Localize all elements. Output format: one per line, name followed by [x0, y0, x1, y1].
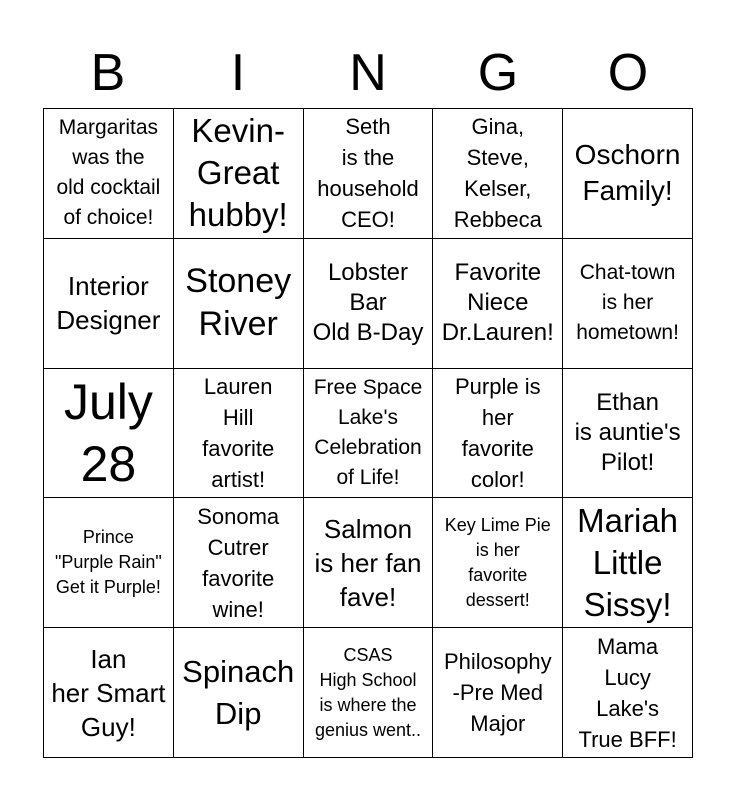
cell-text: July 28 — [63, 373, 153, 492]
bingo-cell[interactable] — [563, 109, 693, 239]
free-space-cell[interactable] — [304, 369, 434, 499]
bingo-cell[interactable] — [304, 109, 434, 239]
cell-text: Kevin- Great hubby! — [188, 112, 288, 234]
bingo-cell[interactable] — [433, 109, 563, 239]
header-letter-i: I — [230, 44, 246, 102]
bingo-cell[interactable] — [174, 239, 304, 369]
cell-text: Chat-town is her hometown! — [576, 261, 679, 345]
cell-text: Seth is the household CEO! — [317, 114, 419, 233]
bingo-cell[interactable] — [304, 239, 434, 369]
bingo-cell[interactable] — [174, 369, 304, 499]
cell-text: Mariah Little Sissy! — [577, 501, 679, 623]
bingo-grid — [43, 108, 693, 758]
header-letter-n: N — [349, 44, 387, 102]
header-letter-b: B — [90, 44, 126, 102]
header-letter-g: G — [477, 44, 519, 102]
cell-text: Ethan is auntie's Pilot! — [574, 388, 681, 476]
cell-text: Margaritas was the old cocktail of choice! — [56, 116, 161, 230]
bingo-cell[interactable] — [563, 498, 693, 628]
bingo-cell[interactable] — [44, 628, 174, 758]
bingo-cell[interactable] — [44, 498, 174, 628]
bingo-cell[interactable] — [304, 628, 434, 758]
bingo-cell[interactable] — [433, 369, 563, 499]
bingo-cell[interactable] — [433, 628, 563, 758]
cell-text: Lobster Bar Old B-Day — [312, 259, 424, 347]
cell-text: Mama Lucy Lake's True BFF! — [578, 633, 677, 752]
cell-text: Interior Designer — [56, 271, 161, 336]
cell-text: Sonoma Cutrer favorite wine! — [197, 503, 280, 622]
cell-text: Stoney River — [185, 262, 292, 344]
cell-text: Philosophy -Pre Med Major — [443, 649, 552, 737]
cell-text: Key Lime Pie is her favorite dessert! — [444, 514, 551, 610]
bingo-cell[interactable] — [44, 369, 174, 499]
cell-text: Lauren Hill favorite artist! — [202, 373, 275, 492]
bingo-cell[interactable] — [44, 109, 174, 239]
bingo-header — [43, 38, 693, 108]
bingo-cell[interactable] — [433, 498, 563, 628]
bingo-cell[interactable] — [563, 239, 693, 369]
cell-text: Gina, Steve, Kelser, Rebbeca — [453, 114, 542, 233]
bingo-cell[interactable] — [563, 628, 693, 758]
bingo-cell[interactable] — [174, 109, 304, 239]
cell-text: Oschorn Family! — [574, 139, 681, 207]
cell-text: Salmon is her fan fave! — [314, 513, 422, 612]
bingo-cell[interactable] — [174, 628, 304, 758]
bingo-cell[interactable] — [44, 239, 174, 369]
bingo-cell[interactable] — [563, 369, 693, 499]
cell-text: CSAS High School is where the genius went.. — [314, 644, 422, 740]
cell-text: Purple is her favorite color! — [454, 373, 541, 492]
cell-text: Ian her Smart Guy! — [51, 643, 166, 742]
cell-text: Prince "Purple Rain" Get it Purple! — [54, 527, 162, 598]
cell-text: Spinach Dip — [182, 653, 295, 731]
bingo-cell[interactable] — [304, 498, 434, 628]
cell-text: Free Space Lake's Celebration of Life! — [313, 375, 423, 489]
bingo-cell[interactable] — [433, 239, 563, 369]
bingo-cell[interactable] — [174, 498, 304, 628]
header-letter-o: O — [607, 44, 649, 102]
cell-text: Favorite Niece Dr.Lauren! — [441, 259, 554, 347]
